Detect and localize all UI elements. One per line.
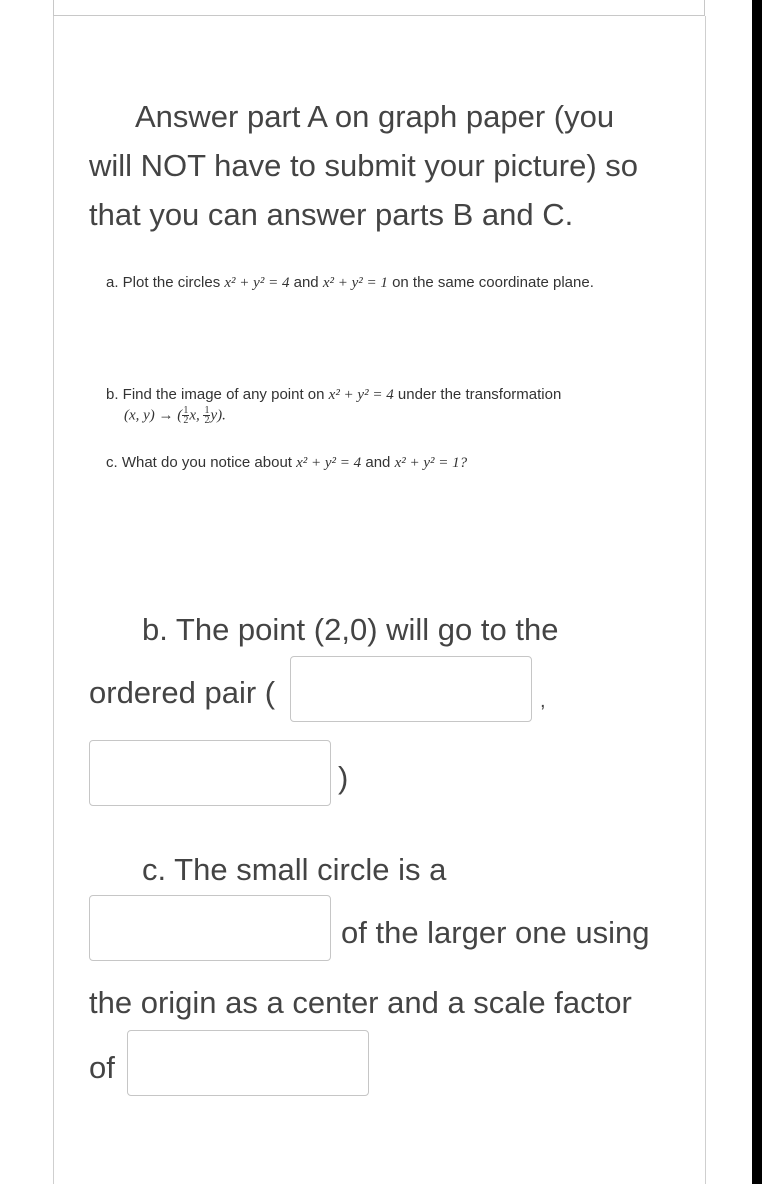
part-a-equation-1: x² + y² = 4 bbox=[224, 275, 290, 291]
part-a-equation-2: x² + y² = 1 bbox=[322, 275, 388, 291]
fraction-denominator: 2 bbox=[183, 415, 189, 426]
part-a-and: and bbox=[293, 274, 319, 291]
fraction-numerator: 1 bbox=[183, 405, 189, 416]
instructions-line-2: will NOT have to submit your picture) so bbox=[89, 148, 639, 183]
part-c-text: c. What do you notice about bbox=[106, 454, 292, 471]
instructions-line-1: Answer part A on graph paper (you bbox=[135, 99, 615, 134]
top-divider bbox=[53, 0, 705, 16]
part-b-text: b. Find the image of any point on bbox=[106, 386, 325, 403]
part-c-and: and bbox=[365, 454, 391, 471]
transformation-start: (x, y) → ( bbox=[124, 407, 183, 424]
part-c-equation-1: x² + y² = 4 bbox=[296, 455, 362, 471]
part-a-question bbox=[106, 274, 594, 292]
part-b-suffix: under the transformation bbox=[397, 386, 562, 403]
part-b-equation: x² + y² = 4 bbox=[328, 387, 394, 403]
answer-c-scale-input[interactable] bbox=[127, 1030, 369, 1096]
instructions-line-3: that you can answer parts B and C. bbox=[89, 197, 574, 232]
answer-b-x-input[interactable] bbox=[290, 656, 532, 722]
fraction-numerator: 1 bbox=[204, 405, 210, 416]
transformation-y: y). bbox=[210, 407, 226, 424]
answer-c-line-4: of bbox=[89, 1050, 115, 1085]
instructions bbox=[89, 92, 689, 239]
answer-c-line-1: c. The small circle is a bbox=[142, 852, 447, 887]
answer-b-line-2: ordered pair ( bbox=[89, 675, 276, 710]
answer-b-line-1: b. The point (2,0) will go to the bbox=[142, 612, 559, 647]
part-a-suffix: on the same coordinate plane. bbox=[392, 274, 594, 291]
answer-b-comma: , bbox=[540, 690, 546, 712]
answer-b-close-paren: ) bbox=[338, 760, 349, 795]
answer-c-line-2: of the larger one using bbox=[341, 915, 650, 950]
transformation-x: x, bbox=[189, 407, 204, 424]
part-b-transformation bbox=[124, 406, 226, 425]
fraction-denominator: 2 bbox=[204, 415, 210, 426]
answer-b-y-input[interactable] bbox=[89, 740, 331, 806]
answer-c-type-input[interactable] bbox=[89, 895, 331, 961]
part-c-equation-2: x² + y² = 1? bbox=[394, 455, 468, 471]
answer-c-line-3: the origin as a center and a scale factor bbox=[89, 985, 632, 1020]
part-a-text: a. Plot the circles bbox=[106, 274, 221, 291]
part-b-question bbox=[106, 386, 561, 404]
part-c-question bbox=[106, 454, 467, 472]
